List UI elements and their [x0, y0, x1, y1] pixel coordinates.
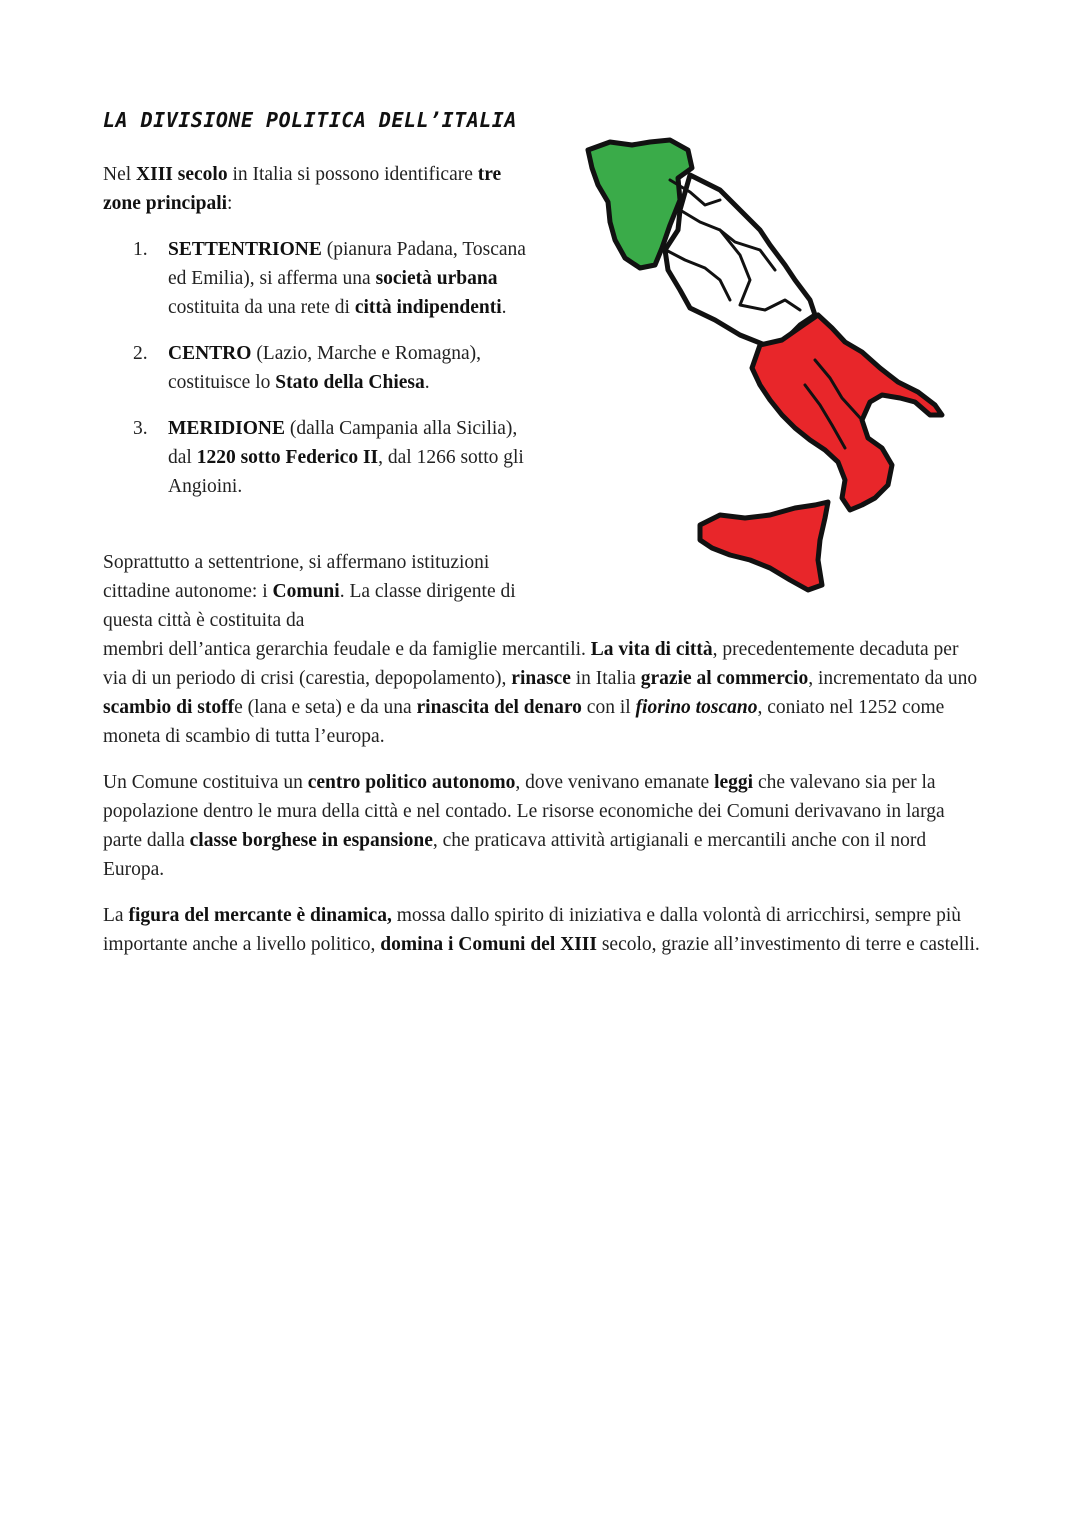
zone-bold: 1220 sotto Federico II	[196, 447, 379, 468]
para-text: . La classe dirigente di questa città è costituita da	[103, 581, 516, 631]
para-text: che valevano sia per la popolazione dentro le mura della città e nel contado. Le risorse economiche dei Comuni derivavano in larga parte dalla	[103, 772, 945, 851]
para-text: , dove venivano emanate	[515, 772, 715, 793]
zones-list	[133, 235, 533, 518]
paragraph-wrap-part	[103, 548, 523, 635]
zone-text: costituita da una rete di	[168, 297, 355, 318]
zone-name: CENTRO	[168, 343, 252, 364]
para-bold: rinascita del denaro	[416, 697, 582, 718]
list-number: 2.	[133, 343, 148, 364]
para-text: , che praticava attività artigianali e mercantili anche con il nord Europa.	[103, 830, 927, 880]
zone-item-meridione	[133, 414, 533, 501]
para-text: , precedentemente decaduta per via di un periodo di crisi (carestia, depopolamento),	[103, 639, 959, 689]
zone-text: .	[424, 372, 430, 393]
zone-text: , dal 1266 sotto gli Angioini.	[168, 447, 524, 497]
para-text: membri dell’antica gerarchia feudale e da famiglie mercantili.	[103, 639, 591, 660]
para-bold: scambio di stoff	[103, 697, 235, 718]
para-bold: La vita di città	[590, 639, 713, 660]
zone-bold: città indipendenti	[354, 297, 502, 318]
italy-map-illustration	[570, 130, 960, 600]
para-bold: centro politico autonomo	[307, 772, 516, 793]
intro-text: in Italia si possono identificare	[227, 164, 478, 185]
zone-text: (dalla Campania alla Sicilia), dal	[168, 418, 518, 468]
zone-name: SETTENTRIONE	[168, 239, 322, 260]
zone-text: (Lazio, Marche e Romagna), costituisce lo	[168, 343, 482, 393]
zone-name: MERIDIONE	[168, 418, 286, 439]
para-text: Soprattutto a settentrione, si affermano istituzioni cittadine autonome: i	[103, 552, 490, 602]
paragraph-comune-autonomo	[103, 768, 983, 884]
page-title: LA DIVISIONE POLITICA DELL’ITALIA	[103, 108, 517, 132]
zone-item-settentrione	[133, 235, 533, 322]
para-bold: grazie al commercio	[640, 668, 809, 689]
para-bold: classe borghese in espansione	[189, 830, 433, 851]
list-number: 3.	[133, 418, 148, 439]
para-bold: Comuni	[272, 581, 340, 602]
map-region-sicilia	[700, 502, 828, 590]
zone-bold: Stato della Chiesa	[275, 372, 425, 393]
intro-bold: XIII secolo	[136, 164, 228, 185]
para-bold: figura del mercante è dinamica,	[128, 905, 392, 926]
zone-bold: società urbana	[375, 268, 498, 289]
para-text: , coniato nel 1252 come moneta di scambio di tutta l’europa.	[103, 697, 945, 747]
para-text: e (lana e seta) e da una	[234, 697, 417, 718]
para-bold-italic: fiorino toscano	[635, 697, 758, 718]
para-bold: domina i Comuni del XIII	[380, 934, 597, 955]
para-text: , incrementato da uno	[808, 668, 978, 689]
para-bold: leggi	[714, 772, 754, 793]
intro-text: :	[227, 193, 233, 214]
paragraph-mercante	[103, 901, 983, 959]
list-number: 1.	[133, 239, 148, 260]
para-text: La	[103, 905, 129, 926]
zone-text: .	[501, 297, 507, 318]
para-text: secolo, grazie all’investimento di terre e castelli.	[596, 934, 980, 955]
intro-bold: tre zone principali	[103, 164, 502, 214]
para-text: con il	[581, 697, 636, 718]
intro-paragraph	[103, 160, 543, 218]
para-text: Un Comune costituiva un	[103, 772, 308, 793]
intro-text: Nel	[103, 164, 137, 185]
para-bold: rinasce	[511, 668, 571, 689]
para-text: mossa dallo spirito di iniziativa e dalla volontà di arricchirsi, sempre più importante anche a livello politico,	[103, 905, 961, 955]
map-region-sud	[752, 315, 942, 510]
para-text: in Italia	[570, 668, 641, 689]
zone-text: (pianura Padana, Toscana ed Emilia), si afferma una	[168, 239, 526, 289]
zone-item-centro	[133, 339, 533, 397]
